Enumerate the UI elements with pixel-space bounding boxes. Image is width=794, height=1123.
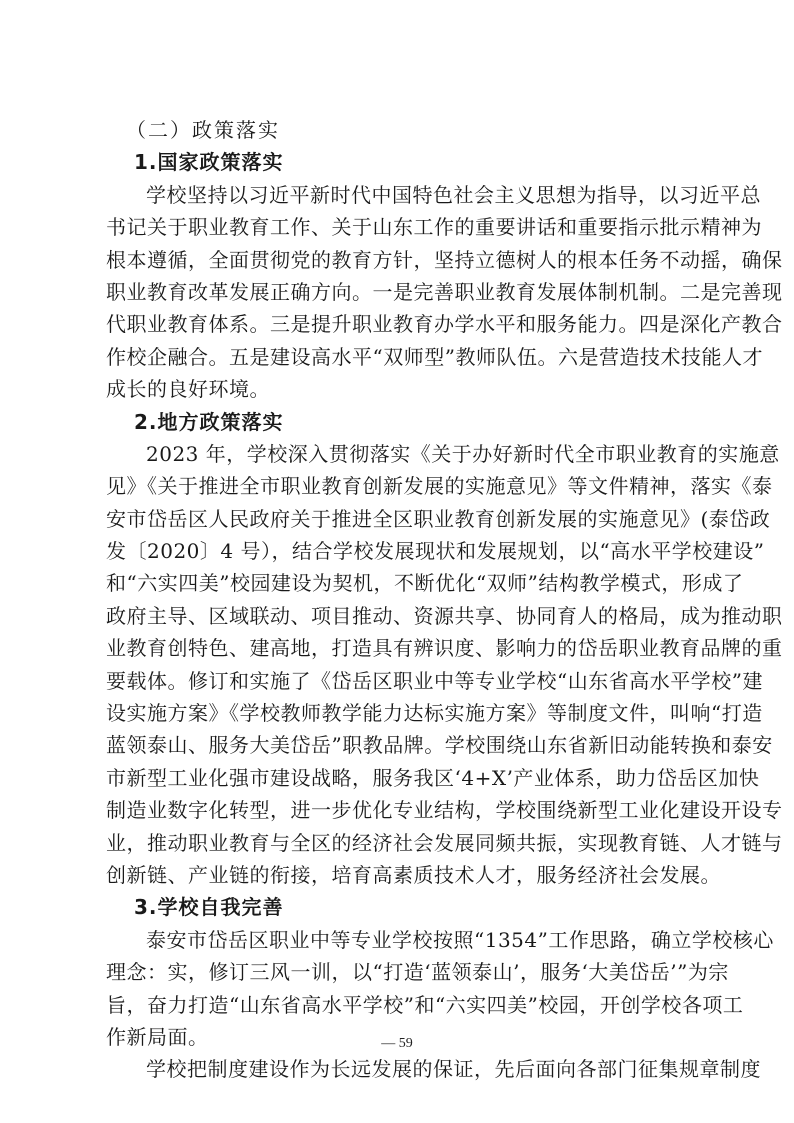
paragraph-line: 要载体。修订和实施了《岱岳区职业中等专业学校“山东省高水平学校”建 — [106, 668, 763, 693]
heading-school-improvement: 3.学校自我完善 — [134, 895, 284, 920]
paragraph-line: 业教育创特色、建高地，打造具有辨识度、影响力的岱岳职业教育品牌的重 — [106, 636, 783, 661]
paragraph-line: 职业教育改革发展正确方向。一是完善职业教育发展体制机制。二是完善现 — [106, 279, 783, 304]
paragraph-line: 泰安市岱岳区职业中等专业学校按照“1354”工作思路，确立学校核心 — [146, 927, 774, 952]
paragraph-line: 制造业数字化转型，进一步优化专业结构，学校围绕新型工业化建设开设专 — [106, 798, 783, 823]
paragraph-line: 发〔2020〕4 号），结合学校发展现状和发展规划，以“高水平学校建设” — [106, 539, 765, 564]
paragraph-line: 旨，奋力打造“山东省高水平学校”和“六实四美”校园，开创学校各项工 — [106, 992, 744, 1017]
paragraph-line: 蓝领泰山、服务大美岱岳”职教品牌。学校围绕山东省新旧动能转换和泰安 — [106, 733, 773, 758]
paragraph-line: 设实施方案》《学校教师教学能力达标实施方案》等制度文件，叫响“打造 — [106, 701, 763, 726]
paragraph-school-improvement — [106, 924, 774, 1054]
paragraph-line: 代职业教育体系。三是提升职业教育办学水平和服务能力。四是深化产教合 — [106, 312, 783, 337]
paragraph-line: 书记关于职业教育工作、关于山东工作的重要讲话和重要指示批示精神为 — [106, 215, 762, 240]
paragraph-line: 根本遵循，全面贯彻党的教育方针，坚持立德树人的根本任务不动摇，确保 — [106, 247, 783, 272]
paragraph-line: 学校坚持以习近平新时代中国特色社会主义思想为指导，以习近平总 — [146, 182, 761, 207]
paragraph-line: 理念：实，修订三风一训，以“打造‘蓝领泰山’，服务‘大美岱岳’”为宗 — [106, 960, 729, 985]
paragraph-line: 政府主导、区域联动、项目推动、资源共享、协同育人的格局，成为推动职 — [106, 603, 783, 628]
paragraph-local-policy — [106, 438, 783, 891]
section-title: （二）政策落实 — [126, 118, 280, 142]
paragraph-line: 2023 年，学校深入贯彻落实《关于办好新时代全市职业教育的实施意 — [146, 441, 780, 466]
paragraph-line: 和“六实四美”校园建设为契机，不断优化“双师”结构教学模式，形成了 — [106, 571, 744, 596]
paragraph-line: 成长的良好环境。 — [106, 377, 270, 402]
paragraph-line: 作校企融合。五是建设高水平“双师型”教师队伍。六是营造技术技能人才 — [106, 344, 763, 369]
heading-national-policy: 1.国家政策落实 — [134, 150, 284, 175]
paragraph-line: 作新局面。 — [106, 1024, 209, 1049]
paragraph-line: 见》《关于推进全市职业教育创新发展的实施意见》等文件精神，落实《泰 — [106, 474, 773, 499]
heading-local-policy: 2.地方政策落实 — [134, 409, 284, 434]
paragraph-line: 市新型工业化强市建设战略，服务我区‘4+X’产业体系，助力岱岳区加快 — [106, 765, 760, 790]
paragraph-national-policy — [106, 179, 783, 406]
paragraph-line: 创新链、产业链的衔接，培育高素质技术人才，服务经济社会发展。 — [106, 862, 721, 887]
page-number: — 59 — [381, 1036, 413, 1051]
paragraph-line: 安市岱岳区人民政府关于推进全区职业教育创新发展的实施意见》(泰岱政 — [106, 506, 771, 531]
document-body — [106, 114, 783, 1086]
paragraph-system-building — [106, 1053, 761, 1085]
paragraph-line: 业，推动职业教育与全区的经济社会发展同频共振，实现教育链、人才链与 — [106, 830, 783, 855]
paragraph-line: 学校把制度建设作为长远发展的保证，先后面向各部门征集规章制度 — [146, 1057, 761, 1082]
